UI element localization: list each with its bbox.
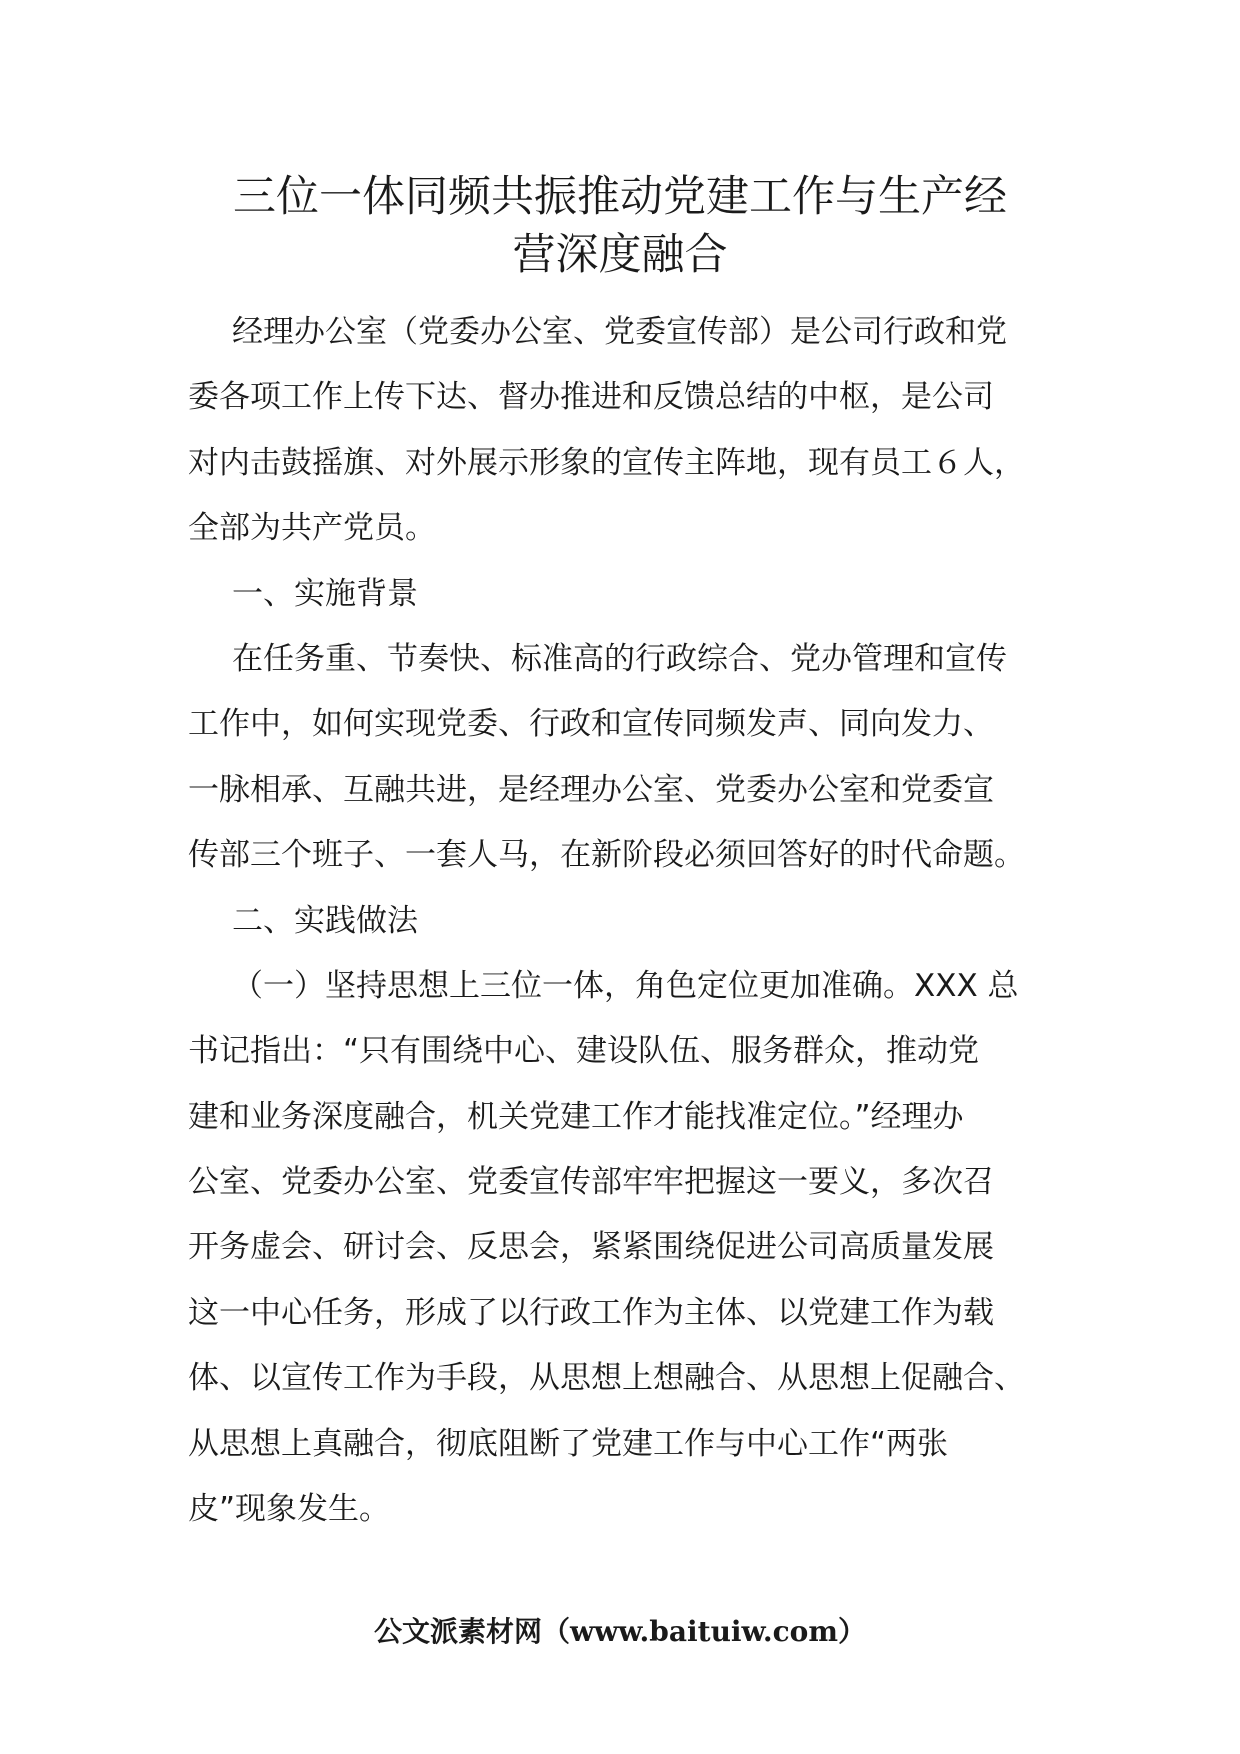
paragraph-practice-line: 这一中心任务，形成了以行政工作为主体、以党建工作为载: [188, 1294, 994, 1331]
paragraph-background-line: 传部三个班子、一套人马，在新阶段必须回答好的时代命题。: [188, 837, 1025, 874]
paragraph-practice-line: 书记指出：“只有围绕中心、建设队伍、服务群众，推动党: [188, 1033, 980, 1070]
footer-watermark: 公文派素材网（www.baituiw.com）: [374, 1615, 866, 1648]
document-body: [188, 300, 1058, 1542]
paragraph-intro-line: 委各项工作上传下达、督办推进和反馈总结的中枢，是公司: [188, 379, 994, 416]
paragraph-practice-line: 皮”现象发生。: [188, 1491, 391, 1528]
paragraph-intro-line: 全部为共产党员。: [188, 510, 436, 547]
paragraph-practice-line: （一）坚持思想上三位一体，角色定位更加准确。XXX 总: [232, 967, 1019, 1004]
title-line-1: 三位一体同频共振推动党建工作与生产经: [233, 172, 1007, 222]
paragraph-practice-line: 体、以宣传工作为手段，从思想上想融合、从思想上促融合、: [188, 1360, 1025, 1397]
paragraph-intro-line: 对内击鼓摇旗、对外展示形象的宣传主阵地，现有员工６人，: [188, 444, 1025, 481]
paragraph-practice-line: 开务虚会、研讨会、反思会，紧紧围绕促进公司高质量发展: [188, 1229, 994, 1266]
paragraph-practice-line: 公室、党委办公室、党委宣传部牢牢把握这一要义，多次召: [188, 1164, 994, 1201]
paragraph-intro-line: 经理办公室（党委办公室、党委宣传部）是公司行政和党: [232, 314, 1007, 350]
section-heading-practice: 二、实践做法: [232, 902, 418, 939]
paragraph-background-line: 工作中，如何实现党委、行政和宣传同频发声、同向发力、: [188, 706, 994, 743]
section-heading-background: 一、实施背景: [232, 575, 418, 612]
title-line-2: 营深度融合: [512, 230, 728, 280]
paragraph-background-line: 在任务重、节奏快、标准高的行政综合、党办管理和宣传: [232, 640, 1007, 677]
paragraph-practice-line: 从思想上真融合，彻底阻断了党建工作与中心工作“两张: [188, 1425, 949, 1462]
paragraph-practice-line: 建和业务深度融合，机关党建工作才能找准定位。”经理办: [188, 1098, 964, 1135]
paragraph-background-line: 一脉相承、互融共进，是经理办公室、党委办公室和党委宣: [188, 771, 994, 808]
document-title: [180, 168, 1060, 284]
